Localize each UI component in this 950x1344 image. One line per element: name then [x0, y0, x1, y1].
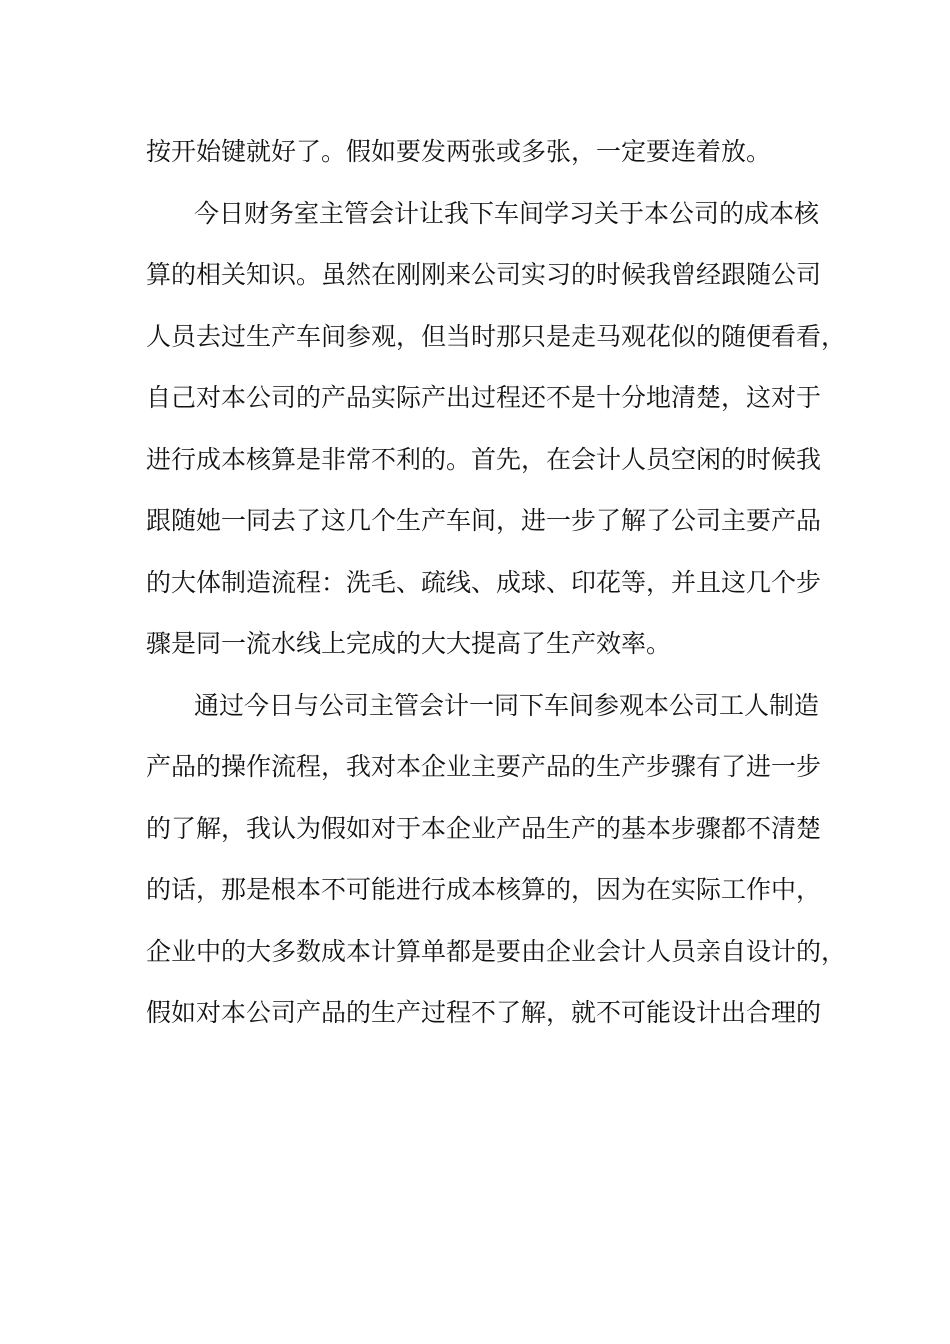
text-line: 的了解，我认为假如对于本企业产品生产的基本步骤都不清楚 [146, 813, 822, 843]
text-line: 产品的操作流程，我对本企业主要产品的生产步骤有了进一步 [146, 752, 822, 781]
body-text [146, 126, 847, 1049]
text-line: 骤是同一流水线上完成的大大提高了生产效率。 [146, 629, 672, 658]
paragraph-first-line: 通过今日与公司主管会计一同下车间参观本公司工人制造 [194, 690, 820, 720]
text-line: 假如对本公司产品的生产过程不了解，就不可能设计出合理的 [146, 998, 822, 1027]
text-line: 按开始键就好了。假如要发两张或多张，一定要连着放。 [146, 137, 772, 166]
text-line: 算的相关知识。虽然在刚刚来公司实习的时候我曾经跟随公司 [146, 260, 822, 289]
text-line: 企业中的大多数成本计算单都是要由企业会计人员亲自设计的， [146, 936, 847, 966]
text-line: 进行成本核算是非常不利的。首先，在会计人员空闲的时候我 [146, 444, 822, 474]
paragraph-first-line: 今日财务室主管会计让我下车间学习关于本公司的成本核 [194, 198, 820, 228]
text-line: 自己对本公司的产品实际产出过程还不是十分地清楚，这对于 [146, 383, 822, 412]
text-line: 人员去过生产车间参观，但当时那只是走马观花似的随便看看， [146, 321, 847, 351]
text-line: 跟随她一同去了这几个生产车间，进一步了解了公司主要产品 [146, 506, 822, 535]
text-line: 的话，那是根本不可能进行成本核算的，因为在实际工作中， [146, 875, 822, 904]
text-line: 的大体制造流程：洗毛、疏线、成球、印花等，并且这几个步 [146, 567, 822, 597]
